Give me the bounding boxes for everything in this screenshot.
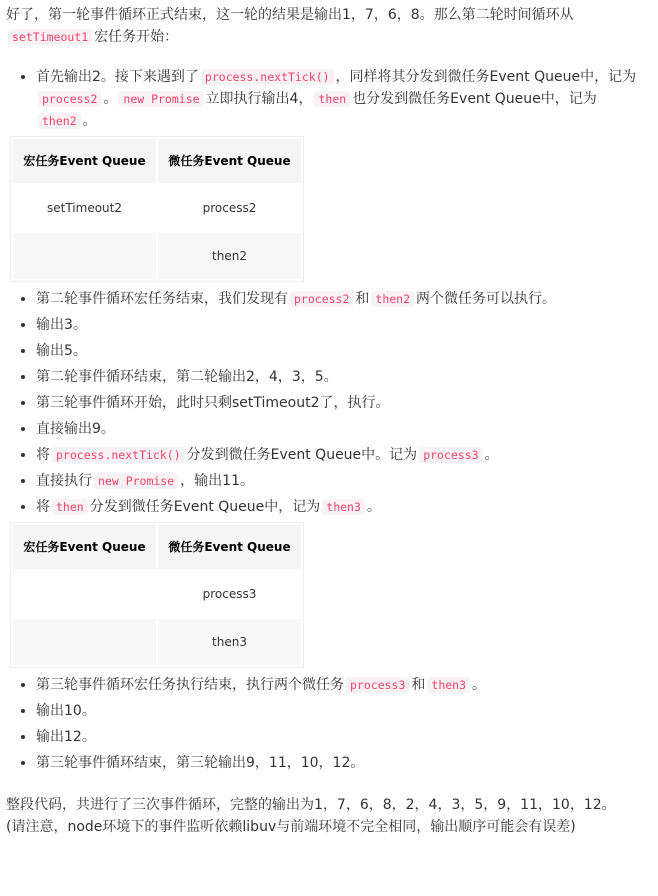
code-inline: process.nextTick() (52, 447, 185, 463)
list-item: • 第三轮事件循环结束，第三轮输出9，11，10，12。 (36, 752, 652, 774)
list-item: • 将 process.nextTick() 分发到微任务Event Queue中。记为 process3 。 (36, 444, 652, 466)
table-cell: setTimeout2 (13, 185, 156, 231)
table-row (13, 233, 301, 279)
list-item: • 第三轮事件循环宏任务执行结束，执行两个微任务 process3 和 then3 。 (36, 674, 652, 696)
list-item: • 将 then 分发到微任务Event Queue中，记为 then3 。 (36, 496, 652, 518)
code-inline: new Promise (94, 473, 178, 489)
list-round2-start (6, 66, 652, 132)
queue-table-round2 (10, 136, 304, 282)
code-settimeout1: setTimeout1 (8, 29, 92, 45)
table-cell (13, 571, 156, 617)
table-cell (13, 619, 156, 665)
table-header-macro: 宏任务Event Queue (13, 139, 156, 183)
table-header-row (13, 525, 301, 569)
table-header-row (13, 139, 301, 183)
list-item: • 直接输出9。 (36, 418, 652, 440)
table-cell (13, 233, 156, 279)
table-header-macro: 宏任务Event Queue (13, 525, 156, 569)
list-item: • 第二轮事件循环宏任务结束，我们发现有 process2 和 then2 两个微任务可以执行。 (36, 288, 652, 310)
code-inline: then2 (371, 291, 414, 307)
list-item: • 第三轮事件循环开始，此时只剩setTimeout2了，执行。 (36, 392, 652, 414)
note-line: (请注意，node环境下的事件监听依赖libuv与前端环境不完全相同，输出顺序可能会有误差) (6, 819, 576, 835)
list-round3-end (6, 674, 652, 774)
table-header-micro: 微任务Event Queue (158, 525, 301, 569)
intro-text: 好了，第一轮事件循环正式结束，这一轮的结果是输出1，7，6，8。那么第二轮时间循环从 (6, 7, 574, 23)
list-item: • 直接执行 new Promise ，输出11。 (36, 470, 652, 492)
table-header-micro: 微任务Event Queue (158, 139, 301, 183)
table-cell: process3 (158, 571, 301, 617)
queue-table-round3 (10, 522, 304, 668)
list-round2-round3 (6, 288, 652, 518)
code-inline: process2 (290, 291, 353, 307)
code-inline: process3 (346, 677, 409, 693)
intro-paragraph (6, 4, 652, 48)
table-cell: process2 (158, 185, 301, 231)
list-item: • 第二轮事件循环结束，第二轮输出2，4，3，5。 (36, 366, 652, 388)
code-inline: new Promise (119, 91, 203, 107)
table-row (13, 185, 301, 231)
intro-tail: 宏任务开始： (94, 29, 179, 45)
list-item: • 首先输出2。接下来遇到了 process.nextTick() ，同样将其分发到微任务Event Queue中，记为process2 。 new Promise 立即执行输出4， then 也分发到微任务Event Queue中，记为then2 。 (36, 66, 652, 132)
code-inline: process3 (419, 447, 482, 463)
code-inline: then3 (322, 499, 365, 515)
code-inline: then3 (427, 677, 470, 693)
code-inline: then (52, 499, 88, 515)
code-inline: then2 (38, 113, 81, 129)
table-cell: then2 (158, 233, 301, 279)
summary-line: 整段代码，共进行了三次事件循环，完整的输出为1，7，6，8，2，4，3，5，9，11，10，12。 (6, 797, 616, 813)
code-inline: then (314, 91, 350, 107)
table-row (13, 619, 301, 665)
summary-paragraph (6, 794, 652, 838)
list-item: • 输出5。 (36, 340, 652, 362)
code-inline: process2 (38, 91, 101, 107)
list-item: • 输出10。 (36, 700, 652, 722)
table-row (13, 571, 301, 617)
code-inline: process.nextTick() (201, 69, 334, 85)
list-item: • 输出12。 (36, 726, 652, 748)
list-item: • 输出3。 (36, 314, 652, 336)
table-cell: then3 (158, 619, 301, 665)
